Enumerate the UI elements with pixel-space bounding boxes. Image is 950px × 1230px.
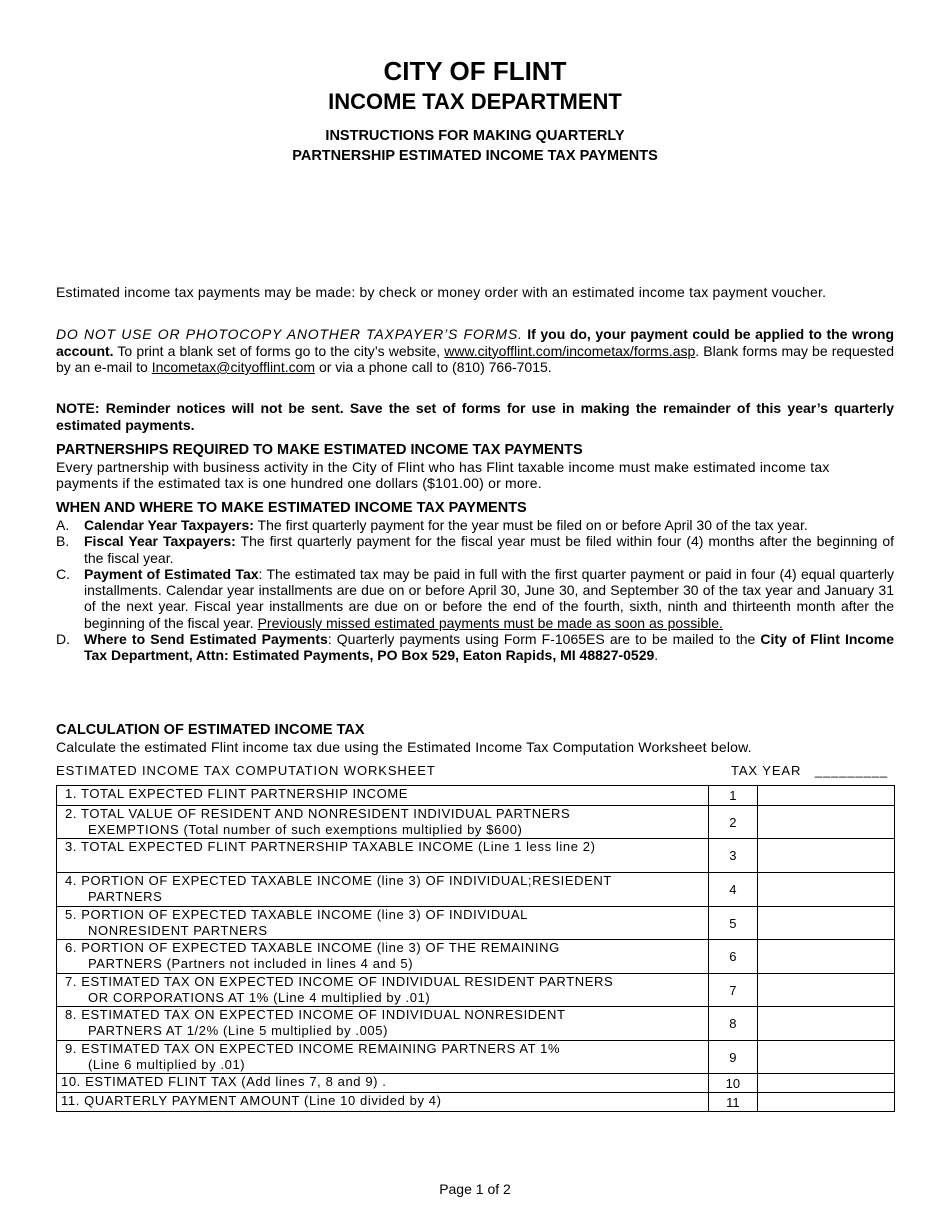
table-row bbox=[57, 907, 895, 940]
worksheet-header bbox=[56, 763, 894, 778]
email-link[interactable]: Incometax@cityofflint.com bbox=[151, 359, 316, 375]
section-when-where-heading bbox=[56, 500, 894, 517]
table-row bbox=[57, 806, 895, 839]
row-description bbox=[57, 806, 709, 839]
warning-text-3: or via a phone call to (810) 766-7015. bbox=[315, 359, 552, 375]
table-row bbox=[57, 1093, 895, 1112]
amount-cell[interactable] bbox=[757, 806, 894, 839]
row-line1: 1. TOTAL EXPECTED FLINT PARTNERSHIP INCOME bbox=[65, 786, 409, 801]
table-row bbox=[57, 1007, 895, 1041]
row-description bbox=[57, 907, 709, 940]
row-line1: 7. ESTIMATED TAX ON EXPECTED INCOME OF INDIVIDUAL RESIDENT PARTNERS bbox=[65, 974, 614, 989]
tax-year-blank[interactable]: _________ bbox=[814, 763, 888, 778]
section-heading: WHEN AND WHERE TO MAKE ESTIMATED INCOME TAX PAYMENTS bbox=[56, 500, 527, 516]
mailing-address: City of Flint Income Tax Department, Attn: Estimated Payments, PO Box 529, Eaton Rapids, MI 48827-0529 bbox=[84, 631, 894, 664]
list-marker: C. bbox=[56, 565, 70, 582]
row-number: 7 bbox=[709, 974, 758, 1007]
row-number: 8 bbox=[709, 1007, 758, 1041]
instructions-subtitle-line2: PARTNERSHIP ESTIMATED INCOME TAX PAYMENTS bbox=[292, 148, 658, 164]
table-row bbox=[57, 786, 895, 806]
list-item-text: The first quarterly payment for the fiscal year must be filed within four (4) months after the beginning of the fiscal year. bbox=[84, 533, 894, 566]
amount-cell[interactable] bbox=[757, 873, 894, 907]
amount-cell[interactable] bbox=[757, 1093, 894, 1112]
forms-warning-paragraph bbox=[56, 326, 894, 376]
amount-cell[interactable] bbox=[757, 907, 894, 940]
row-line1: 10. ESTIMATED FLINT TAX (Add lines 7, 8 and 9) . bbox=[61, 1074, 387, 1089]
warning-bold: If you do, your payment could be applied to the wrong account. bbox=[56, 326, 895, 359]
table-row bbox=[57, 1041, 895, 1074]
row-number: 3 bbox=[709, 839, 758, 873]
list-item-label: Where to Send Estimated Payments bbox=[84, 631, 328, 648]
list-item-end: . bbox=[654, 647, 659, 664]
section-calculation-heading: CALCULATION OF ESTIMATED INCOME TAX bbox=[56, 722, 365, 738]
list-item bbox=[56, 533, 894, 566]
section-calculation-text: Calculate the estimated Flint income tax due using the Estimated Income Tax Computation Worksheet below. bbox=[56, 738, 752, 755]
row-number: 11 bbox=[709, 1093, 758, 1112]
amount-cell[interactable] bbox=[757, 1007, 894, 1041]
row-line1: 2. TOTAL VALUE OF RESIDENT AND NONRESIDENT INDIVIDUAL PARTNERS bbox=[65, 806, 571, 821]
row-line1: 5. PORTION OF EXPECTED TAXABLE INCOME (line 3) OF INDIVIDUAL bbox=[65, 907, 528, 922]
list-item bbox=[56, 631, 894, 664]
list-item-underlined-text: Previously missed estimated payments must be made as soon as possible. bbox=[257, 614, 723, 631]
row-number: 1 bbox=[709, 786, 758, 806]
amount-cell[interactable] bbox=[757, 940, 894, 974]
section-required bbox=[56, 442, 894, 492]
amount-cell[interactable] bbox=[757, 839, 894, 873]
tax-year-label: TAX YEAR bbox=[730, 763, 802, 778]
row-description bbox=[57, 974, 709, 1007]
list-marker: B. bbox=[56, 533, 70, 550]
list-item bbox=[56, 566, 894, 631]
row-line1: 11. QUARTERLY PAYMENT AMOUNT (Line 10 divided by 4) bbox=[61, 1093, 442, 1108]
row-description bbox=[57, 1041, 709, 1074]
row-description bbox=[57, 940, 709, 974]
payment-instructions-list bbox=[56, 517, 894, 664]
row-number: 4 bbox=[709, 873, 758, 907]
intro-paragraph bbox=[56, 284, 894, 301]
row-line2: NONRESIDENT PARTNERS bbox=[88, 922, 268, 938]
row-description bbox=[57, 1074, 709, 1093]
list-item-text: : The estimated tax may be paid in full with the first quarter payment or paid in four (4) equal quarterly installments. Calendar year installments are due on or before April 30, June 30, and September 30 of the tax year and January 31 of the next year. Fiscal year installments are due on or before the end of the fourth, sixth, ninth and thirteenth month after the beginning of the fiscal year. bbox=[84, 565, 894, 631]
amount-cell[interactable] bbox=[757, 974, 894, 1007]
list-item-text: The first quarterly payment for the year must be filed on or before April 30 of the tax year. bbox=[253, 517, 808, 533]
warning-text-1: To print a blank set of forms go to the city’s website, bbox=[113, 342, 445, 359]
section-calculation bbox=[56, 722, 894, 755]
row-description bbox=[57, 873, 709, 907]
row-number: 6 bbox=[709, 940, 758, 974]
table-row bbox=[57, 839, 895, 873]
worksheet-table bbox=[56, 785, 895, 1112]
list-marker: D. bbox=[56, 631, 70, 648]
row-number: 9 bbox=[709, 1041, 758, 1074]
row-number: 5 bbox=[709, 907, 758, 940]
list-item-label: Calendar Year Taxpayers: bbox=[84, 517, 254, 533]
table-row bbox=[57, 1074, 895, 1093]
row-line1: 8. ESTIMATED TAX ON EXPECTED INCOME OF INDIVIDUAL NONRESIDENT bbox=[65, 1007, 566, 1022]
department-title: INCOME TAX DEPARTMENT bbox=[328, 89, 622, 114]
page-title: CITY OF FLINT bbox=[383, 56, 567, 86]
list-marker: A. bbox=[56, 517, 70, 533]
row-line2: PARTNERS AT 1/2% (Line 5 multiplied by .005) bbox=[88, 1022, 389, 1038]
row-line1: 3. TOTAL EXPECTED FLINT PARTNERSHIP TAXABLE INCOME (Line 1 less line 2) bbox=[65, 839, 596, 854]
forms-website-link[interactable]: www.cityofflint.com/incometax/forms.asp bbox=[444, 342, 696, 359]
list-item-label: Payment of Estimated Tax bbox=[84, 565, 259, 582]
instructions-subtitle-line1: INSTRUCTIONS FOR MAKING QUARTERLY bbox=[325, 128, 625, 144]
table-row bbox=[57, 974, 895, 1007]
row-number: 10 bbox=[709, 1074, 758, 1093]
row-description bbox=[57, 1093, 709, 1112]
section-required-text: Every partnership with business activity in the City of Flint who has Flint taxable income must make estimated income tax payments if the estimated tax is one hundred one dollars ($101.00) or more. bbox=[56, 458, 830, 491]
row-line1: 6. PORTION OF EXPECTED TAXABLE INCOME (line 3) OF THE REMAINING bbox=[65, 940, 560, 955]
list-item bbox=[56, 517, 894, 533]
row-description bbox=[57, 839, 709, 873]
row-number: 2 bbox=[709, 806, 758, 839]
row-description bbox=[57, 786, 709, 806]
reminder-note: NOTE: Reminder notices will not be sent. Save the set of forms for use in making the remainder of this year’s quarterly estimated payments. bbox=[56, 400, 894, 433]
page-number: Page 1 of 2 bbox=[439, 1181, 511, 1197]
worksheet-title: ESTIMATED INCOME TAX COMPUTATION WORKSHEET bbox=[56, 763, 436, 778]
row-line2: OR CORPORATIONS AT 1% (Line 4 multiplied by .01) bbox=[88, 989, 431, 1005]
row-line1: 9. ESTIMATED TAX ON EXPECTED INCOME REMAINING PARTNERS AT 1% bbox=[65, 1041, 561, 1056]
row-line2: (Line 6 multiplied by .01) bbox=[88, 1056, 246, 1072]
row-line2: PARTNERS bbox=[88, 888, 163, 904]
tax-year-field bbox=[731, 763, 888, 778]
list-item-text: : Quarterly payments using Form F-1065ES are to be mailed to the bbox=[327, 631, 761, 648]
row-line2: EXEMPTIONS (Total number of such exemptions multiplied by $600) bbox=[88, 821, 523, 837]
row-line1: 4. PORTION OF EXPECTED TAXABLE INCOME (line 3) OF INDIVIDUAL;RESIEDENT bbox=[65, 873, 612, 888]
amount-cell[interactable] bbox=[757, 786, 894, 806]
warning-italic: DO NOT USE OR PHOTOCOPY ANOTHER TAXPAYER’S FORMS. bbox=[56, 326, 523, 342]
table-row bbox=[57, 940, 895, 974]
row-line2: PARTNERS (Partners not included in lines 4 and 5) bbox=[88, 955, 414, 971]
amount-cell[interactable] bbox=[757, 1041, 894, 1074]
list-item-label: Fiscal Year Taxpayers: bbox=[84, 533, 236, 550]
warning-text-2: . Blank forms may be requested by an e-mail to bbox=[56, 342, 894, 375]
row-description bbox=[57, 1007, 709, 1041]
amount-cell[interactable] bbox=[757, 1074, 894, 1093]
section-required-heading: PARTNERSHIPS REQUIRED TO MAKE ESTIMATED INCOME TAX PAYMENTS bbox=[56, 442, 583, 458]
table-row bbox=[57, 873, 895, 907]
intro-text: Estimated income tax payments may be made: by check or money order with an estimated income tax payment voucher. bbox=[56, 284, 827, 300]
